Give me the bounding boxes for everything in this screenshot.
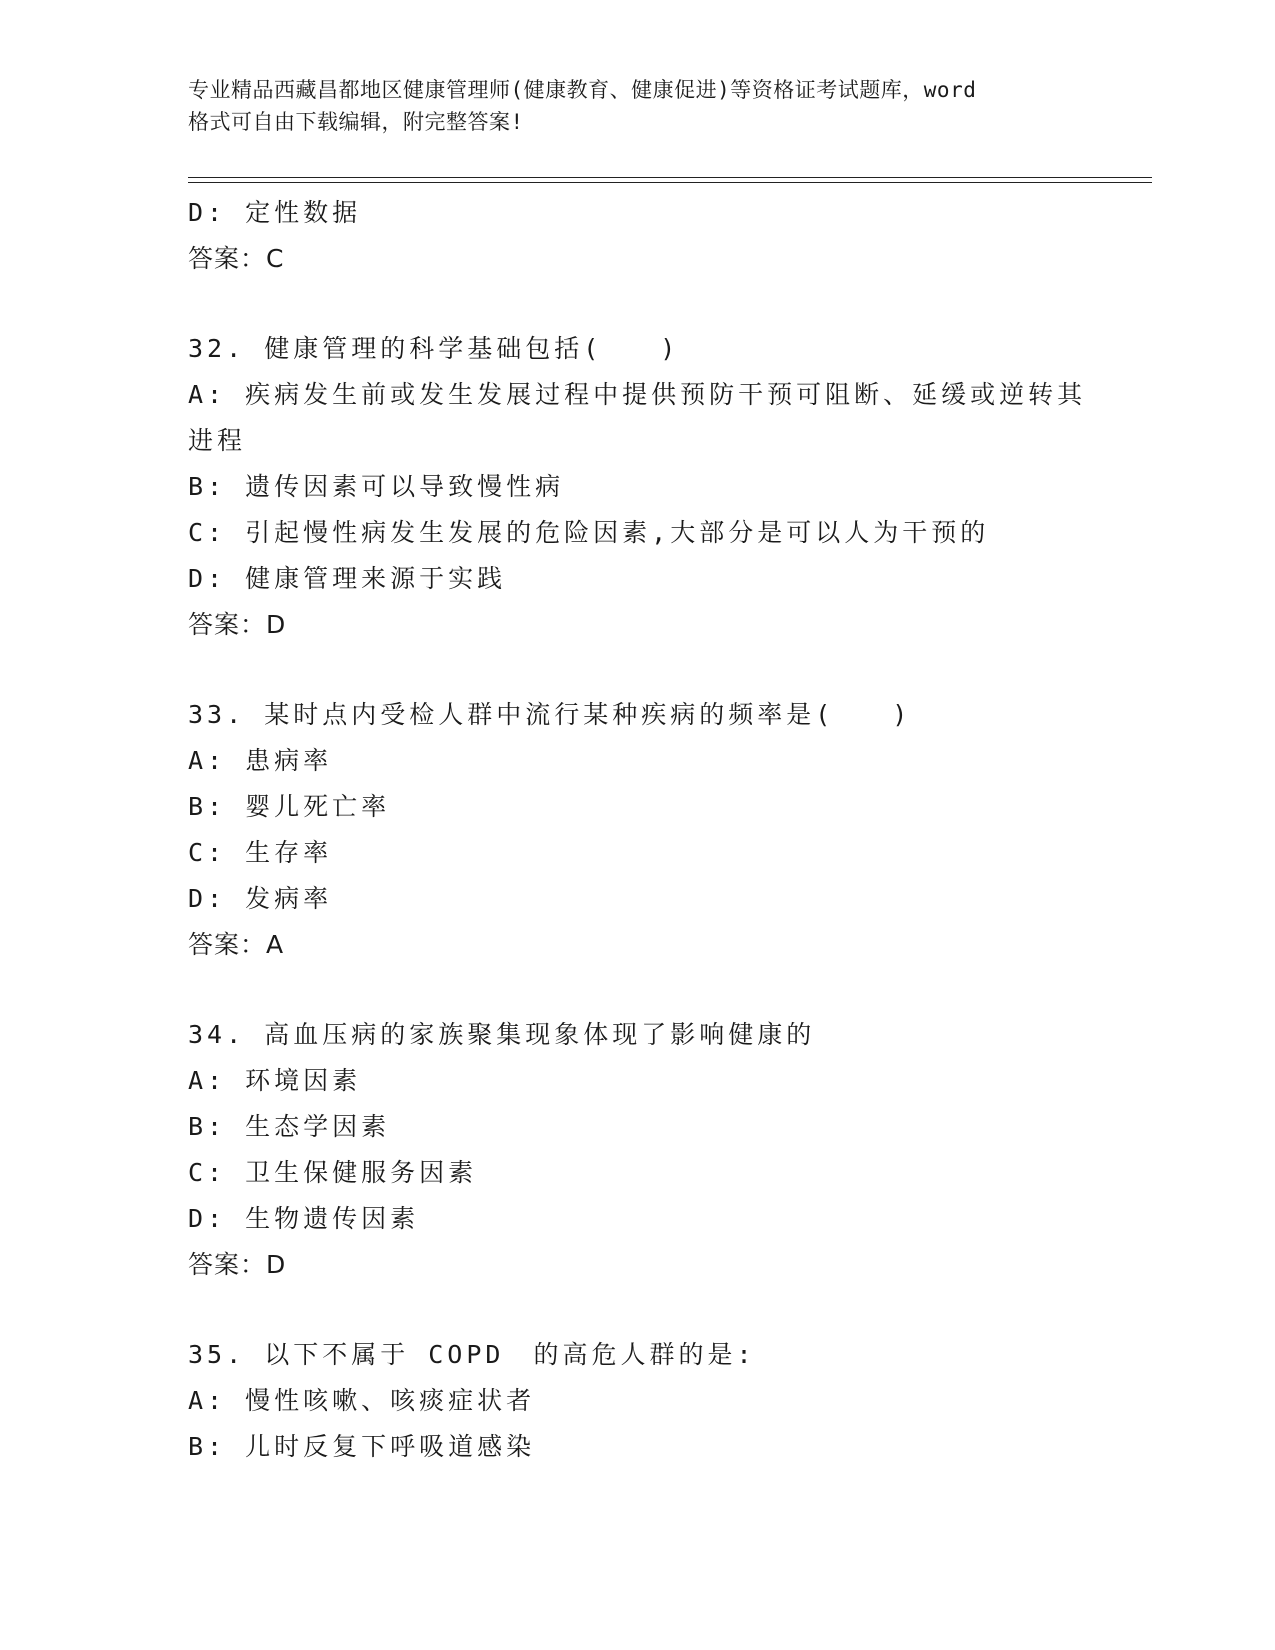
option-b: B: 儿时反复下呼吸道感染 — [188, 1432, 536, 1461]
answer-line: 答案：D — [188, 610, 287, 639]
question-stem: 34. 高血压病的家族聚集现象体现了影响健康的 — [188, 1020, 816, 1049]
option-c: C: 卫生保健服务因素 — [188, 1158, 478, 1187]
option-a: A: 患病率 — [188, 746, 333, 775]
option-b: B: 婴儿死亡率 — [188, 792, 391, 821]
header-divider-bottom — [188, 182, 1152, 183]
header-divider-top — [188, 177, 1152, 178]
header-line-1: 专业精品西藏昌都地区健康管理师(健康教育、健康促进)等资格证考试题库，word — [188, 78, 977, 102]
question-stem: 35. 以下不属于 COPD 的高危人群的是: — [188, 1340, 756, 1369]
previous-question-tail — [188, 190, 1148, 282]
option-b: B: 遗传因素可以导致慢性病 — [188, 472, 565, 501]
question-33 — [188, 692, 1148, 968]
option-c: C: 生存率 — [188, 838, 333, 867]
question-stem: 32. 健康管理的科学基础包括( ) — [188, 334, 680, 363]
option-a: A: 环境因素 — [188, 1066, 362, 1095]
question-content — [188, 190, 1148, 1470]
question-35 — [188, 1332, 1148, 1470]
option-b: B: 生态学因素 — [188, 1112, 391, 1141]
answer-line: 答案：D — [188, 1250, 287, 1279]
question-34 — [188, 1012, 1148, 1288]
answer-line: 答案：C — [188, 244, 285, 273]
question-stem: 33. 某时点内受检人群中流行某种疾病的频率是( ) — [188, 700, 912, 729]
option-c: C: 引起慢性病发生发展的危险因素,大部分是可以人为干预的 — [188, 518, 990, 547]
answer-line: 答案：A — [188, 930, 285, 959]
document-header — [188, 74, 1088, 138]
question-32 — [188, 326, 1148, 648]
option-a-continued: 进程 — [188, 426, 247, 455]
option-d: D: 定性数据 — [188, 198, 362, 227]
header-line-2: 格式可自由下载编辑，附完整答案! — [188, 110, 524, 134]
option-d: D: 健康管理来源于实践 — [188, 564, 507, 593]
option-d: D: 发病率 — [188, 884, 333, 913]
option-d: D: 生物遗传因素 — [188, 1204, 420, 1233]
option-a: A: 慢性咳嗽、咳痰症状者 — [188, 1386, 536, 1415]
option-a: A: 疾病发生前或发生发展过程中提供预防干预可阻断、延缓或逆转其 — [188, 380, 1087, 409]
